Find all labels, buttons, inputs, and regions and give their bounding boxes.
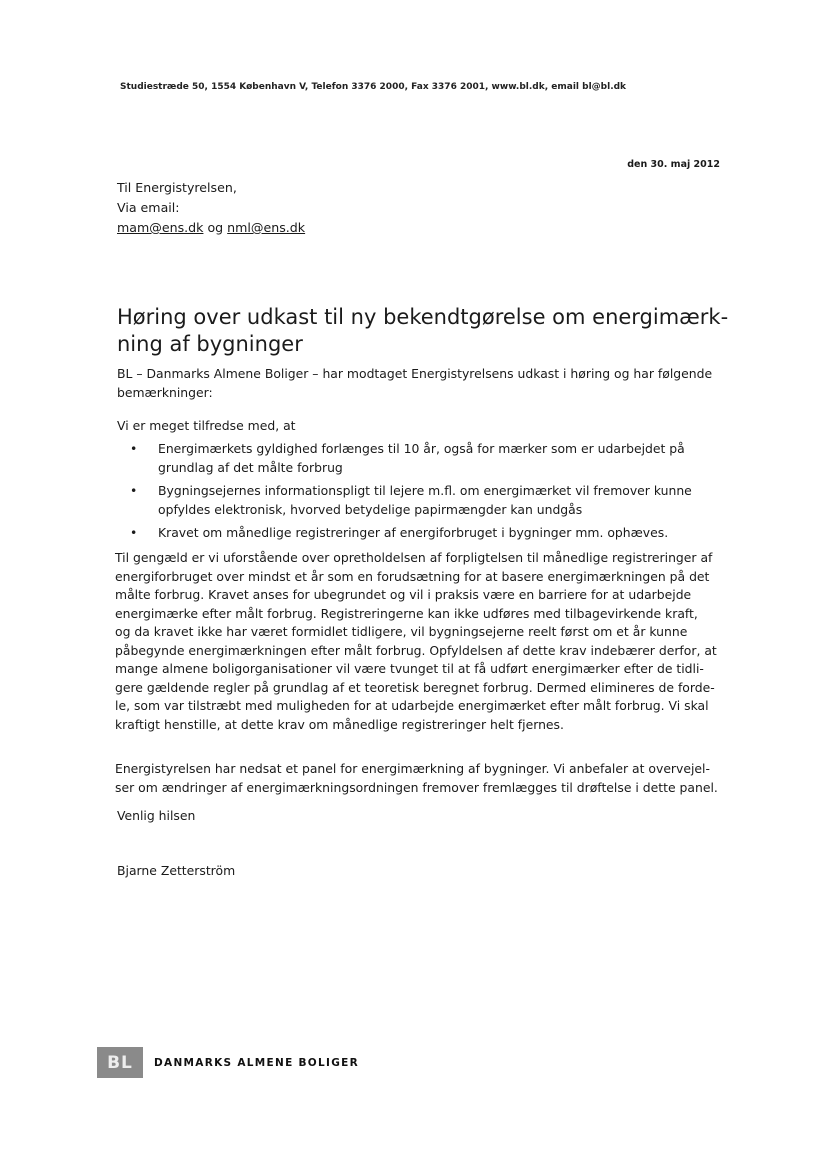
text-line: BL – Danmarks Almene Boliger – har modtaget Energistyrelsens udkast i høring og har følgende [117,366,713,381]
signature: Bjarne Zetterström [117,863,236,878]
text-line: le, som var tilstræbt med muligheden for at udarbejde energimærket efter målt forbrug. Vi skal [115,698,709,713]
organization-name: DANMARKS ALMENE BOLIGER [154,1056,360,1069]
bullet-icon: • [130,441,138,456]
closing: Venlig hilsen [117,808,196,823]
email-link-nml[interactable]: nml@ens.dk [227,220,306,235]
list-lead: Vi er meget tilfredse med, at [117,418,296,433]
text-line: energimærke efter målt forbrug. Registreringerne kan ikke udføres med tilbagevirkende kraft, [115,605,698,621]
text-line: Bygningsejernes informationspligt til lejere m.fl. om energimærket vil fremover kunne [158,483,692,498]
text-line: grundlag af det målte forbrug [158,459,343,475]
text-line: påbegynde energimærkningen efter målt forbrug. Opfyldelsen af dette krav indebærer derfor, at [115,642,717,658]
list-item [130,440,692,477]
bullet-icon: • [130,483,138,498]
bullet-list [130,440,692,548]
recipient-name: Til Energistyrelsen, [117,180,237,195]
body-paragraph-2 [115,760,718,797]
recipient-emails [117,218,305,238]
text-line: målte forbrug. Kravet anses for ubegrundet og vil i praksis være en barriere for at udarbejde [115,587,692,602]
bl-logo-mark: BL [97,1047,143,1078]
text-line: kraftigt henstille, at dette krav om månedlige registreringer helt fjernes. [115,716,564,732]
text-line: og da kravet ikke har været formidlet tidligere, vil bygningsejerne reelt først om et år kunne [115,624,688,639]
via-email-label: Via email: [117,200,180,215]
text-line: mange almene boligorganisationer vil være tvunget til at få udført energimærker efter de tidli- [115,661,704,676]
footer-logo [97,1047,359,1078]
text-line: Energistyrelsen har nedsat et panel for energimærkning af bygninger. Vi anbefaler at overvejel- [115,761,710,776]
title-line: Høring over udkast til ny bekendtgørelse om energimærk- [117,305,729,329]
title-line: ning af bygninger [117,332,303,356]
list-item [130,482,692,519]
recipient-block [117,178,305,238]
text-line: bemærkninger: [117,384,213,400]
bullet-icon: • [130,525,138,540]
text-line: opfyldes elektronisk, hvorved betydelige papirmængder kan undgås [158,501,583,517]
intro-paragraph [117,365,712,402]
text-line: Energimærkets gyldighed forlænges til 10 år, også for mærker som er udarbejdet på [158,441,685,456]
text-line: ser om ændringer af energimærkningsordningen fremover fremlægges til drøftelse i dette panel. [115,779,718,795]
text-line: energiforbruget over mindst et år som en forudsætning for at basere energimærkningen på det [115,568,710,584]
body-paragraph-1 [115,549,717,734]
text-line: Kravet om månedlige registreringer af energiforbruget i bygninger mm. ophæves. [158,525,669,540]
letter-date: den 30. maj 2012 [627,159,720,170]
list-item [130,524,692,543]
letter-title [117,304,728,358]
text-line: Til gengæld er vi uforstående over opretholdelsen af forpligtelsen til månedlige registreringer af [115,550,713,565]
letterhead-address: Studiestræde 50, 1554 København V, Telefon 3376 2000, Fax 3376 2001, www.bl.dk, email bl@bl.dk [120,82,627,92]
email-link-mam[interactable]: mam@ens.dk [117,220,204,235]
conjunction: og [207,220,224,235]
text-line: gere gældende regler på grundlag af et teoretisk beregnet forbrug. Dermed elimineres de forde- [115,679,715,695]
